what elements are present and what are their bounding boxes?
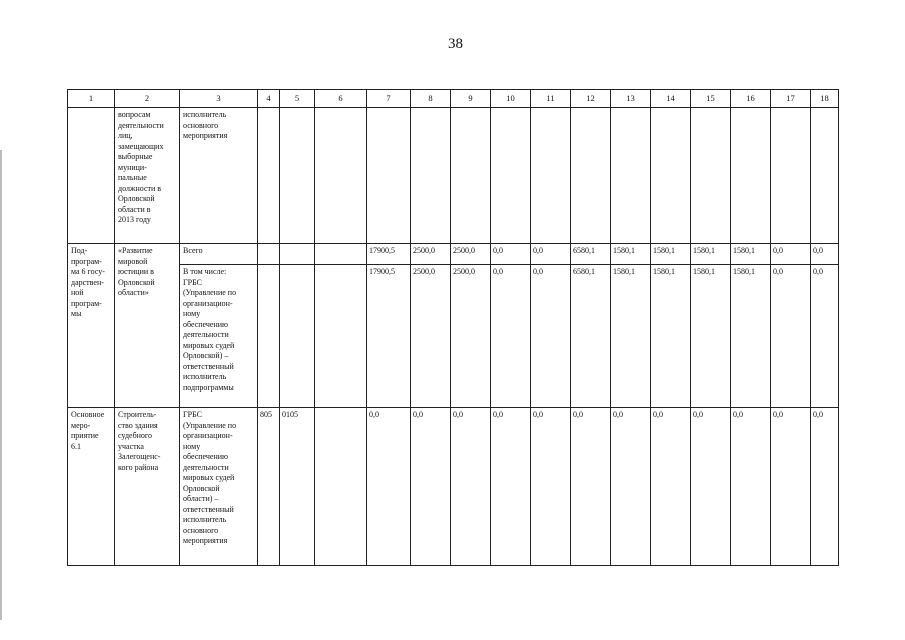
cell-empty bbox=[315, 265, 367, 408]
cell-value: 0,0 bbox=[731, 408, 771, 566]
cell-subprogram-label: Под- програм- ма 6 госу- дарствен- ной програм- мы bbox=[68, 244, 115, 408]
col-header-13: 13 bbox=[611, 90, 651, 108]
cell-value: 1580,1 bbox=[611, 244, 651, 265]
cell-description-continued: вопросам деятельности лиц, замещающих выборные муници- пальные должности в Орловской области в 2013 году bbox=[115, 108, 180, 244]
col-header-2: 2 bbox=[115, 90, 180, 108]
cell-value: 0,0 bbox=[651, 408, 691, 566]
col-header-3: 3 bbox=[180, 90, 258, 108]
cell-activity-label: Основное меро- приятие 6.1 bbox=[68, 408, 115, 566]
table-row-activity-6-1 bbox=[68, 408, 839, 566]
scan-edge-line bbox=[0, 150, 2, 620]
cell-empty bbox=[651, 108, 691, 244]
cell-section-code: 0105 bbox=[280, 408, 315, 566]
cell-value: 0,0 bbox=[367, 408, 411, 566]
cell-empty bbox=[280, 265, 315, 408]
col-header-11: 11 bbox=[531, 90, 571, 108]
cell-value: 0,0 bbox=[411, 408, 451, 566]
cell-executor-continued: исполнитель основного мероприятия bbox=[180, 108, 258, 244]
cell-value: 0,0 bbox=[771, 265, 811, 408]
table-row-continuation bbox=[68, 108, 839, 244]
col-header-9: 9 bbox=[451, 90, 491, 108]
budget-table bbox=[67, 89, 839, 566]
cell-total-label: Всего bbox=[180, 244, 258, 265]
cell-value: 0,0 bbox=[451, 408, 491, 566]
cell-empty bbox=[258, 265, 280, 408]
cell-value: 17900,5 bbox=[367, 244, 411, 265]
cell-value: 2500,0 bbox=[411, 244, 451, 265]
cell-value: 0,0 bbox=[811, 408, 839, 566]
cell-empty bbox=[451, 108, 491, 244]
cell-value: 0,0 bbox=[811, 265, 839, 408]
cell-value: 0,0 bbox=[691, 408, 731, 566]
cell-value: 0,0 bbox=[611, 408, 651, 566]
col-header-7: 7 bbox=[367, 90, 411, 108]
col-header-14: 14 bbox=[651, 90, 691, 108]
cell-value: 0,0 bbox=[811, 244, 839, 265]
cell-empty bbox=[258, 244, 280, 265]
col-header-17: 17 bbox=[771, 90, 811, 108]
cell-activity-name: Строитель- ство здания судебного участка Залегощенс- кого района bbox=[115, 408, 180, 566]
cell-empty bbox=[531, 108, 571, 244]
cell-empty bbox=[280, 108, 315, 244]
cell-value: 2500,0 bbox=[451, 265, 491, 408]
col-header-5: 5 bbox=[280, 90, 315, 108]
cell-empty bbox=[315, 108, 367, 244]
cell-empty bbox=[731, 108, 771, 244]
col-header-15: 15 bbox=[691, 90, 731, 108]
cell-empty bbox=[811, 108, 839, 244]
table-row-subprogram-including bbox=[68, 265, 839, 408]
col-header-12: 12 bbox=[571, 90, 611, 108]
cell-value: 0,0 bbox=[531, 408, 571, 566]
cell-value: 1580,1 bbox=[651, 244, 691, 265]
cell-value: 0,0 bbox=[771, 408, 811, 566]
col-header-8: 8 bbox=[411, 90, 451, 108]
cell-empty bbox=[280, 244, 315, 265]
cell-value: 2500,0 bbox=[451, 244, 491, 265]
cell-empty bbox=[315, 244, 367, 265]
cell-value: 0,0 bbox=[531, 265, 571, 408]
page-number: 38 bbox=[448, 36, 463, 52]
cell-empty bbox=[367, 108, 411, 244]
cell-value: 6580,1 bbox=[571, 265, 611, 408]
cell-including-executor: В том числе: ГРБС (Управление по организацион- ному обеспечению деятельности мировых судей Орловской) – ответственный исполнитель подпрограммы bbox=[180, 265, 258, 408]
cell-value: 1580,1 bbox=[611, 265, 651, 408]
cell-value: 0,0 bbox=[571, 408, 611, 566]
cell-empty bbox=[68, 108, 115, 244]
cell-empty bbox=[258, 108, 280, 244]
cell-value: 1580,1 bbox=[731, 244, 771, 265]
col-header-1: 1 bbox=[68, 90, 115, 108]
cell-grbs-code: 805 bbox=[258, 408, 280, 566]
cell-empty bbox=[491, 108, 531, 244]
cell-value: 0,0 bbox=[491, 265, 531, 408]
cell-empty bbox=[411, 108, 451, 244]
cell-value: 1580,1 bbox=[691, 244, 731, 265]
cell-value: 0,0 bbox=[531, 244, 571, 265]
table-row-subprogram-total bbox=[68, 244, 839, 265]
cell-empty bbox=[771, 108, 811, 244]
cell-activity-executor: ГРБС (Управление по организацион- ному обеспечению деятельности мировых судей Орловской области) – ответственный исполнитель основного мероприятия bbox=[180, 408, 258, 566]
cell-empty bbox=[315, 408, 367, 566]
cell-value: 6580,1 bbox=[571, 244, 611, 265]
col-header-4: 4 bbox=[258, 90, 280, 108]
cell-value: 1580,1 bbox=[731, 265, 771, 408]
cell-empty bbox=[571, 108, 611, 244]
column-number-row bbox=[68, 90, 839, 108]
cell-subprogram-name: «Развитие мировой юстиции в Орловской области» bbox=[115, 244, 180, 408]
cell-empty bbox=[691, 108, 731, 244]
cell-value: 1580,1 bbox=[691, 265, 731, 408]
cell-value: 17900,5 bbox=[367, 265, 411, 408]
cell-value: 2500,0 bbox=[411, 265, 451, 408]
col-header-6: 6 bbox=[315, 90, 367, 108]
cell-empty bbox=[611, 108, 651, 244]
cell-value: 0,0 bbox=[491, 244, 531, 265]
cell-value: 0,0 bbox=[491, 408, 531, 566]
col-header-10: 10 bbox=[491, 90, 531, 108]
cell-value: 1580,1 bbox=[651, 265, 691, 408]
cell-value: 0,0 bbox=[771, 244, 811, 265]
col-header-18: 18 bbox=[811, 90, 839, 108]
col-header-16: 16 bbox=[731, 90, 771, 108]
